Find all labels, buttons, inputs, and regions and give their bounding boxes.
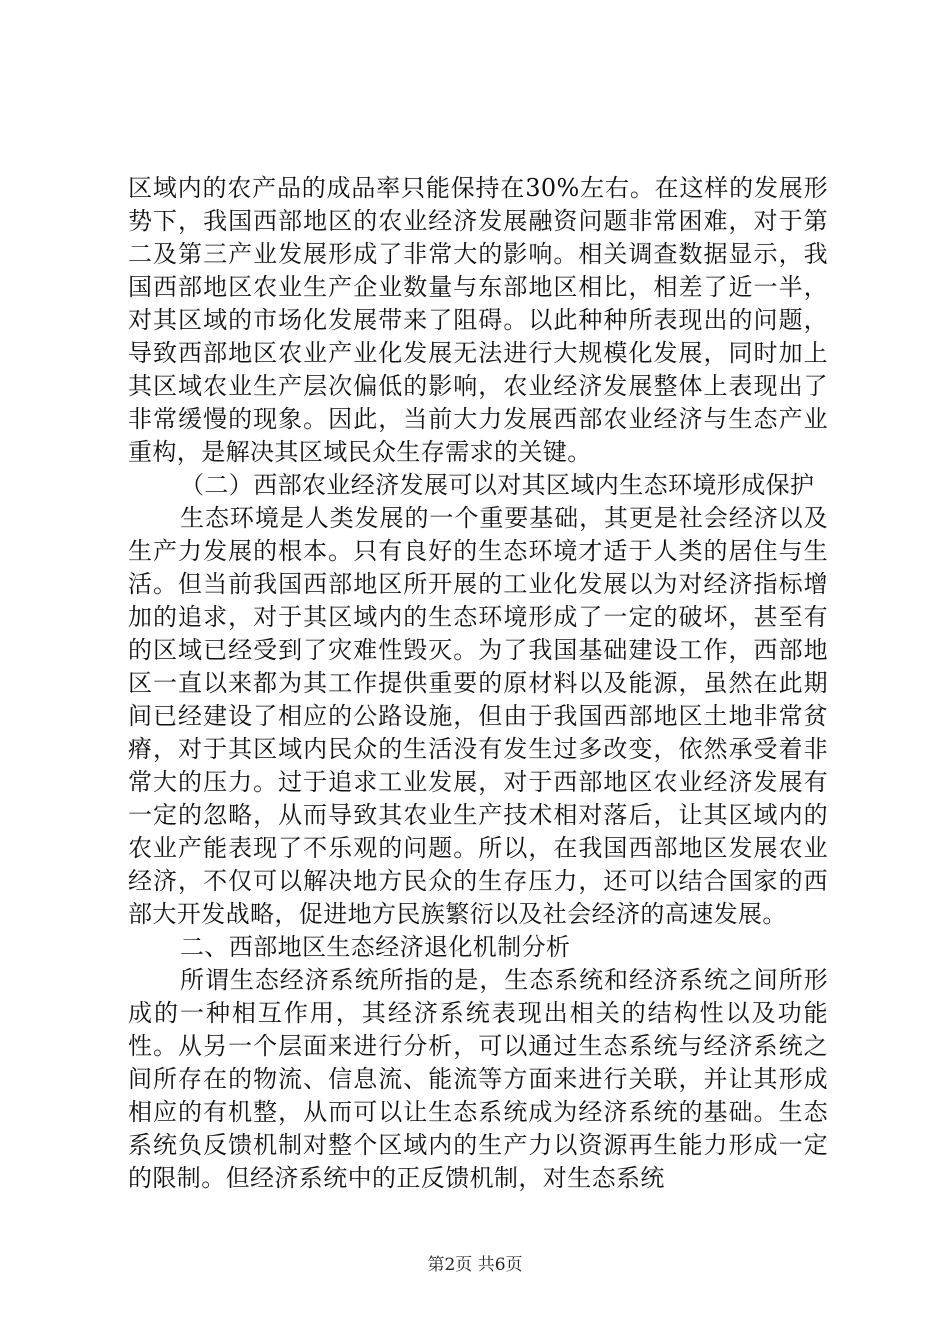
paragraph-ecology: 生态环境是人类发展的一个重要基础，其更是社会经济以及生产力发展的根本。只有良好的生态环境才适于人类的居住与生活。但当前我国西部地区所开展的工业化发展以为对经济指标增加的追求，对于其区域内的生态环境形成了一定的破坏，甚至有的区域已经受到了灾难性毁灭。为了我国基础建设工作，西部地区一直以来都为其工作提供重要的原材料以及能源，虽然在此期间已经建设了相应的公路设施，但由于我国西部地区土地非常贫瘠，对于其区域内民众的生活没有发生过多改变，依然承受着非常大的压力。过于追求工业发展，对于西部地区农业经济发展有一定的忽略，从而导致其农业生产技术相对落后，让其区域内的农业产能表现了不乐观的问题。所以，在我国西部地区发展农业经济，不仅可以解决地方民众的生存压力，还可以结合国家的西部大开发战略，促进地方民族繁衍以及社会经济的高速发展。 (128, 504, 828, 928)
section-heading-2: （二）西部农业经济发展可以对其区域内生态环境形成保护 (180, 471, 815, 499)
page-number-footer: 第2页 共6页 (427, 1255, 523, 1275)
paragraph-eco-economic-system: 所谓生态经济系统所指的是，生态系统和经济系统之间所形成的一种相互作用，其经济系统表现出相关的结构性以及功能性。从另一个层面来进行分析，可以通过生态系统与经济系统之间所存在的物流、信息流、能流等方面来进行关联，并让其形成相应的有机整，从而可以让生态系统成为经济系统的基础。生态系统负反馈机制对整个区域内的生产力以资源再生能力形成一定的限制。但经济系统中的正反馈机制，对生态系统 (128, 966, 828, 1192)
section-heading-two: 二、西部地区生态经济退化机制分析 (180, 933, 571, 961)
paragraph-continued: 区域内的农产品的成品率只能保持在30%左右。在这样的发展形势下，我国西部地区的农业经济发展融资问题非常困难，对于第二及第三产业发展形成了非常大的影响。相关调查数据显示，我国西部地区农业生产企业数量与东部地区相比，相差了近一半，对其区域的市场化发展带来了阻碍。以此种种所表现出的问题，导致西部地区农业产业化发展无法进行大规模化发展，同时加上其区域农业生产层次偏低的影响，农业经济发展整体上表现出了非常缓慢的现象。因此，当前大力发展西部农业经济与生态产业重构，是解决其区域民众生存需求的关键。 (128, 174, 828, 466)
document-body (128, 172, 828, 1195)
